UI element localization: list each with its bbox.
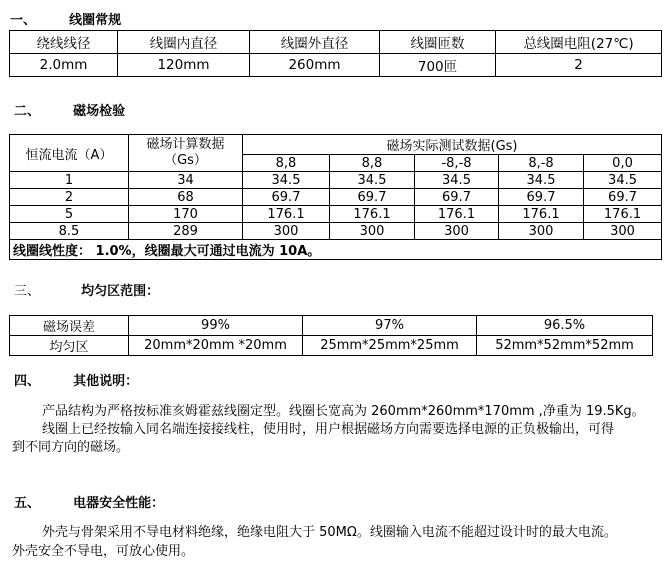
table-cell: 300 (243, 223, 330, 240)
table-cell: 34.5 (415, 172, 499, 189)
section-5-heading (14, 492, 164, 511)
value-resistance: 2 (496, 54, 662, 77)
paragraph: 到不同方向的磁场。 (12, 440, 130, 455)
table-cell: 300 (330, 223, 415, 240)
header-calculated (129, 135, 243, 172)
value-inner-diameter: 120mm (118, 54, 250, 77)
table-cell: 176.1 (330, 206, 415, 223)
paragraph: 线圈上已经按输入同名端连接接线柱，使用时，用户根据磁场方向需要选择电源的正负极输出，可得 (42, 422, 615, 437)
position-header: -8,-8 (415, 155, 499, 172)
table-cell: 176.1 (499, 206, 584, 223)
section-1-heading (10, 9, 121, 28)
table-cell: 300 (415, 223, 499, 240)
table-row (10, 223, 662, 240)
table-cell: 300 (584, 223, 662, 240)
table-cell: 34.5 (499, 172, 584, 189)
section-number: 二、 (14, 104, 41, 119)
table-cell: 97% (303, 316, 477, 336)
uniform-region-table (9, 315, 653, 356)
section-title: 电器安全性能： (73, 496, 165, 511)
section-title: 线圈常规 (69, 13, 122, 28)
header-measured: 磁场实际测试数据(Gs) (243, 135, 662, 155)
value-outer-diameter: 260mm (250, 54, 380, 77)
table-note-row (10, 240, 662, 260)
table-cell: 69.7 (499, 189, 584, 206)
table-header-row (10, 135, 662, 155)
section-number: 一、 (10, 13, 37, 28)
position-header: 8,-8 (499, 155, 584, 172)
table-cell: 99% (129, 316, 303, 336)
value-turns: 700匝 (380, 54, 496, 77)
table-cell: 176.1 (243, 206, 330, 223)
table-cell: 1 (10, 172, 129, 189)
section-number: 五、 (14, 496, 41, 511)
table-cell: 52mm*52mm*52mm (477, 336, 653, 356)
table-cell: 34.5 (243, 172, 330, 189)
table-row (10, 316, 653, 336)
value-wire-diameter: 2.0mm (10, 54, 118, 77)
header-inner-diameter: 线圈内直径 (118, 31, 250, 54)
header-calculated-line1: 磁场计算数据 (146, 137, 225, 152)
table-cell: 25mm*25mm*25mm (303, 336, 477, 356)
table-cell: 2 (10, 189, 129, 206)
section-title: 其他说明： (73, 374, 139, 389)
table-cell: 176.1 (584, 206, 662, 223)
table-cell: 8.5 (10, 223, 129, 240)
table-cell: 176.1 (415, 206, 499, 223)
table-cell: 34.5 (330, 172, 415, 189)
linearity-note: 线圈线性度： 1.0%，线圈最大可通过电流为 10A。 (10, 240, 662, 260)
table-cell: 34 (129, 172, 243, 189)
position-header: 0,0 (584, 155, 662, 172)
position-header: 8,8 (243, 155, 330, 172)
table-cell: 69.7 (584, 189, 662, 206)
header-calculated-line2: （Gs） (164, 153, 207, 168)
position-header: 8,8 (330, 155, 415, 172)
row-label-uniform-region: 均匀区 (10, 336, 129, 356)
row-label-field-error: 磁场误差 (10, 316, 129, 336)
paragraph: 外壳安全不导电，可放心使用。 (12, 544, 195, 559)
header-outer-diameter: 线圈外直径 (250, 31, 380, 54)
table-cell: 69.7 (330, 189, 415, 206)
section-number: 三、 (14, 284, 41, 299)
section-title: 磁场检验 (73, 104, 126, 119)
section-2-heading (14, 100, 125, 119)
section-title: 均匀区范围： (81, 284, 160, 299)
table-cell: 170 (129, 206, 243, 223)
header-wire-diameter: 绕线线径 (10, 31, 118, 54)
table-row (10, 172, 662, 189)
table-row (10, 54, 662, 77)
table-cell: 69.7 (243, 189, 330, 206)
paragraph: 产品结构为严格按标准亥姆霍兹线圈定型。线圈长宽高为 260mm*260mm*170mm ,净重为 19.5Kg。 (42, 404, 645, 419)
coil-spec-table (9, 30, 662, 77)
section-4-heading (14, 370, 138, 389)
table-cell: 96.5% (477, 316, 653, 336)
table-cell: 68 (129, 189, 243, 206)
table-cell: 300 (499, 223, 584, 240)
paragraph: 外壳与骨架采用不导电材料绝缘，绝缘电阻大于 50MΩ。线圈输入电流不能超过设计时的最大电流。 (42, 525, 617, 540)
table-cell: 20mm*20mm *20mm (129, 336, 303, 356)
section-3-heading (14, 280, 159, 299)
table-header-row (10, 31, 662, 54)
table-row (10, 206, 662, 223)
table-cell: 34.5 (584, 172, 662, 189)
magnetic-field-table (9, 134, 662, 260)
table-cell: 5 (10, 206, 129, 223)
section-number: 四、 (14, 374, 41, 389)
header-current: 恒流电流（A） (10, 135, 129, 172)
table-cell: 69.7 (415, 189, 499, 206)
table-cell: 289 (129, 223, 243, 240)
table-row (10, 336, 653, 356)
header-resistance: 总线圈电阻(27℃) (496, 31, 662, 54)
header-turns: 线圈匝数 (380, 31, 496, 54)
table-row (10, 189, 662, 206)
